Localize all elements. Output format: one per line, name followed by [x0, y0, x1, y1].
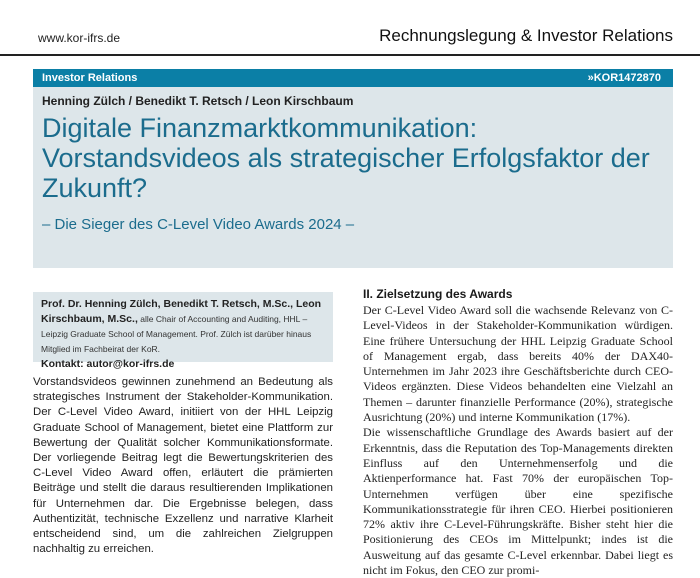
- article-subtitle: – Die Sieger des C-Level Video Awards 2024 –: [42, 216, 355, 233]
- author-contact: Kontakt: autor@kor-ifrs.de: [41, 358, 175, 370]
- article-title: Digitale Finanzmarktkommunikation: Vorstandsvideos als strategischer Erfolgsfaktor der Zukunft?: [42, 113, 650, 203]
- right-column: [363, 287, 673, 578]
- abstract-text: Vorstandsvideos gewinnen zunehmend an Bedeutung als strategisches Instrument der Stakeholder-Kommunikation. Der C-Level Video Award, initiiert von der HHL Leipzig Graduate School of Management, bietet eine Plattform zur Bewertung der Qualität solcher Kommunikationsformate. Der vorliegende Beitrag legt die Bewertungskriterien des C-Level Video Award offen, erläutert die prämierten Beiträge und stellt die daraus resultierenden Implikationen für Unternehmen dar. Die Ergebnisse belegen, dass Authentizität, technische Exzellenz und narrative Klarheit entscheidend sind, um die zahlreichen Zielgruppen nachhaltig zu erreichen.: [33, 376, 333, 556]
- body-paragraph-2: Die wissenschaftliche Grundlage des Awards basiert auf der Erkenntnis, dass die Reputation des Top-Managements direkten Einfluss auf den Unternehmenserfolg und die Aktienperformance hat. Fast 70% der europäischen Top-Unternehmen verfügen über eine spezifische Kommunikationsstrategie für ihren CEO. Hierbei positionieren 72% aktiv ihre C-Level-Führungskräfte. Bisher steht hier die Positionierung des CEOs im Mittelpunkt; indes ist die Ausweitung auf das gesamte C-Level erkennbar. Dabei liegt es nicht im Fokus, den CEO zur promi-: [363, 425, 673, 578]
- author-names: Prof. Dr. Henning Zülch, Benedikt T. Retsch, M.Sc., Leon Kirschbaum, M.Sc.,: [41, 298, 322, 325]
- website-url[interactable]: www.kor-ifrs.de: [38, 31, 121, 45]
- abstract: [33, 375, 333, 557]
- header-rule: [0, 54, 700, 56]
- section-title: Rechnungslegung & Investor Relations: [379, 26, 673, 45]
- article-code: »KOR1472870: [587, 72, 661, 84]
- article-header: [33, 69, 673, 268]
- authors-line: Henning Zülch / Benedikt T. Retsch / Leon Kirschbaum: [42, 94, 354, 108]
- category-bar: [33, 69, 673, 87]
- category-label: Investor Relations: [42, 72, 138, 84]
- body-paragraph-1: Der C-Level Video Award soll die wachsende Relevanz von C-Level-Videos in der Stakeholder-Kommunikation würdigen. Eine frühere Untersuchung der HHL Leipzig Graduate School of Management ergab, dass bereits 40% der DAX40-Unternehmen im Jahr 2023 ihre Geschäftsberichte durch CEO-Videos ergänzten. Diese Videos behandelten eine Vielzahl an Themen – darunter finanzielle Performance (20%), strategische Ausrichtung (20%) und interne Kommunikation (17%).: [363, 303, 673, 425]
- section-heading: II. Zielsetzung des Awards: [363, 287, 513, 301]
- author-info-box: [33, 292, 333, 370]
- author-affiliation: alle Chair of Accounting and Auditing, HHL – Leipzig Graduate School of Management. Prof. Zülch ist darüber hinaus Mitglied im Fachbeirat der KoR.: [41, 314, 312, 354]
